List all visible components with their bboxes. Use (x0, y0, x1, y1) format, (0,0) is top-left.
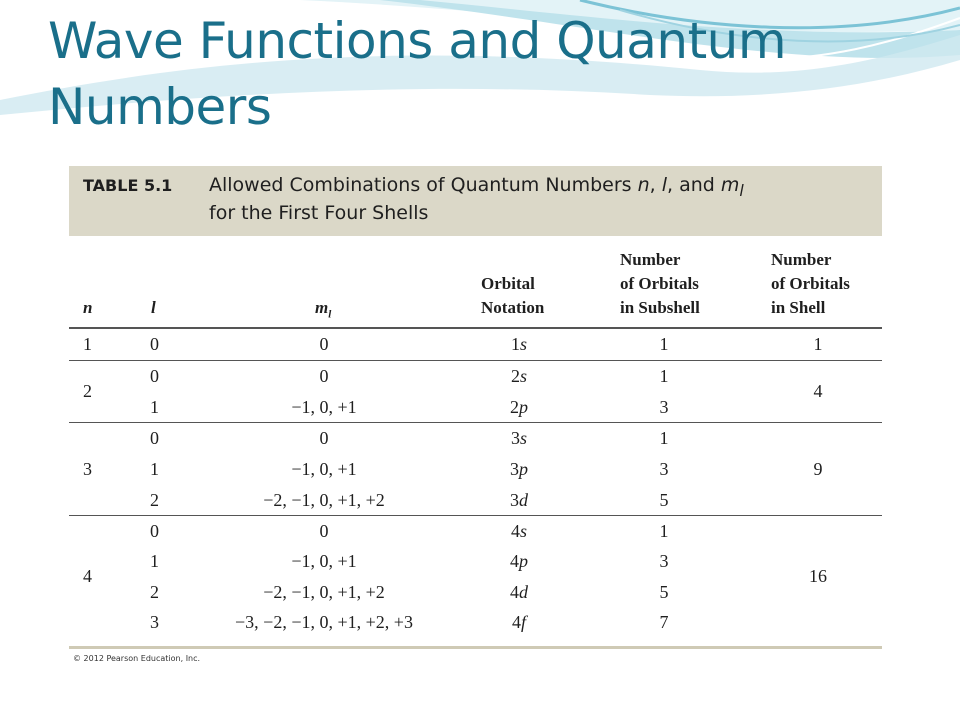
cell-l: 1 (150, 551, 159, 571)
cell-subshell-count: 1 (659, 521, 669, 541)
cell-orbital: 3s (510, 428, 527, 448)
cell-ml: 0 (319, 334, 329, 354)
cell-orbital: 1s (510, 334, 527, 354)
table-bottom-bar (69, 646, 882, 649)
cell-l: 2 (150, 582, 159, 602)
cell-shell-count: 1 (813, 334, 823, 354)
cell-orbital: 3p (510, 459, 528, 479)
cell-subshell-count: 7 (659, 612, 669, 632)
header-ml: $m_l$ (315, 298, 332, 321)
cell-l: 0 (150, 521, 159, 541)
cell-subshell-count: 3 (659, 551, 669, 571)
cell-n: 1 (83, 334, 92, 354)
cell-l: 3 (150, 612, 159, 632)
cell-subshell-count: 1 (659, 428, 669, 448)
cell-orbital: 2s (510, 366, 527, 386)
cell-l: 1 (150, 459, 159, 479)
cell-l: 2 (150, 490, 159, 510)
header-rule (69, 327, 882, 329)
cell-l: 0 (150, 334, 159, 354)
header-l: l (151, 298, 156, 317)
cell-ml: −1, 0, +1 (291, 397, 357, 417)
copyright-notice: © 2012 Pearson Education, Inc. (73, 654, 201, 663)
cell-ml: 0 (319, 366, 329, 386)
header-subshell: Number of Orbitals in Subshell (620, 250, 700, 317)
cell-subshell-count: 1 (659, 366, 669, 386)
cell-subshell-count: 3 (659, 397, 669, 417)
slide-title: Wave Functions and Quantum Numbers (48, 12, 787, 136)
cell-shell-count: 16 (809, 566, 827, 586)
header-n: n (83, 298, 93, 317)
table-label: TABLE 5.1 (83, 176, 173, 195)
cell-orbital: 4p (510, 551, 528, 571)
cell-ml: −1, 0, +1 (291, 551, 357, 571)
cell-subshell-count: 1 (659, 334, 669, 354)
cell-ml: −2, −1, 0, +1, +2 (263, 582, 385, 602)
cell-n: 2 (83, 381, 92, 401)
cell-ml: −3, −2, −1, 0, +1, +2, +3 (235, 612, 413, 632)
cell-orbital: 4d (510, 582, 528, 602)
header-orbital: Orbital Notation (481, 274, 545, 317)
cell-subshell-count: 5 (659, 582, 669, 602)
cell-l: 1 (150, 397, 159, 417)
cell-ml: −1, 0, +1 (291, 459, 357, 479)
cell-n: 3 (83, 459, 92, 479)
cell-orbital: 2p (510, 397, 528, 417)
cell-l: 0 (150, 428, 159, 448)
table-caption-bar (69, 166, 882, 236)
cell-orbital: 3d (510, 490, 528, 510)
cell-subshell-count: 5 (659, 490, 669, 510)
table-caption: Allowed Combinations of Quantum Numbers n, l, and $m_l$ for the First Four Shells (209, 174, 744, 224)
cell-l: 0 (150, 366, 159, 386)
group-rule (69, 515, 882, 516)
cell-shell-count: 9 (813, 459, 823, 479)
header-shell: Number of Orbitals in Shell (771, 250, 850, 317)
group-rule (69, 422, 882, 423)
cell-subshell-count: 3 (659, 459, 669, 479)
cell-shell-count: 4 (813, 381, 823, 401)
cell-ml: 0 (319, 521, 329, 541)
cell-orbital: 4s (510, 521, 527, 541)
group-rule (69, 360, 882, 361)
cell-ml: 0 (319, 428, 329, 448)
cell-orbital: 4f (511, 612, 526, 632)
table-panel (69, 166, 882, 670)
cell-n: 4 (83, 566, 92, 586)
cell-ml: −2, −1, 0, +1, +2 (263, 490, 385, 510)
